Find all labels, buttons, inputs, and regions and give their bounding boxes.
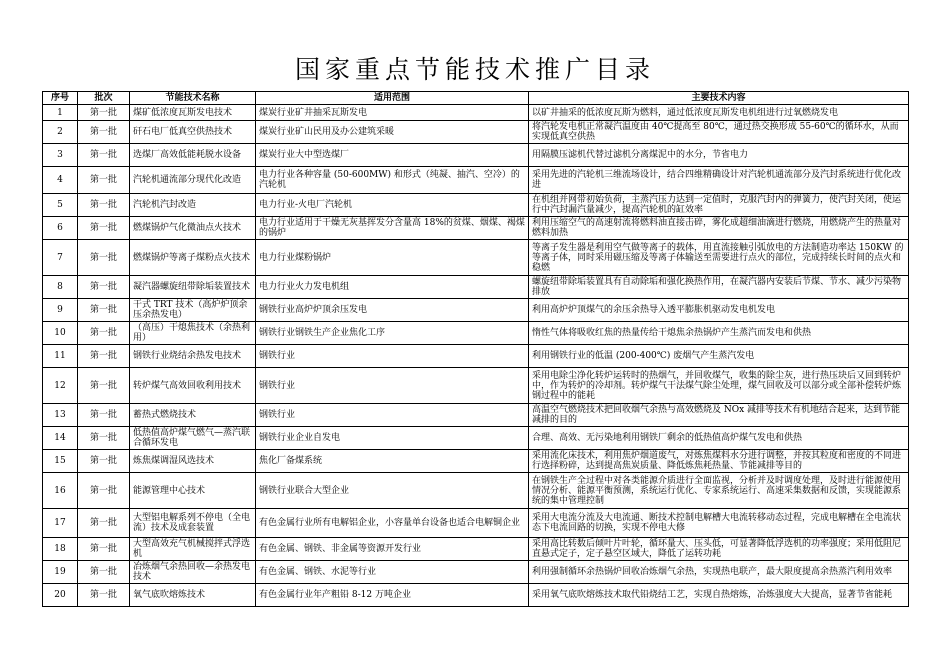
table-header-row [43,92,909,105]
row-batch-cell: 第一批 [78,509,130,538]
row-scope-cell: 电力行业煤粉锅炉 [256,240,529,276]
row-scope-cell: 电力行业适用于干燥无灰基挥发分含量高 18%的贫煤、烟煤、褐煤的锅炉 [256,217,529,240]
row-scope-cell: 焦化厂备煤系统 [256,450,529,473]
table-row [43,276,909,299]
table-row [43,427,909,450]
row-batch-cell: 第一批 [78,144,130,167]
row-content-cell: 将汽轮发电机正常凝汽温度由 40℃提高至 80℃，通过热交换形成 55-60℃的循环水，从而实现低真空供热 [529,121,909,144]
row-batch-cell: 第一批 [78,404,130,427]
row-technology-name-cell: 炼焦煤调湿风选技术 [130,450,256,473]
row-scope-cell: 钢铁行业 [256,345,529,368]
row-batch-cell: 第一批 [78,538,130,561]
table-row [43,584,909,607]
row-content-cell: 以矿井抽采的低浓度瓦斯为燃料，通过低浓度瓦斯发电机组进行过氧燃烧发电 [529,105,909,121]
row-number-cell: 4 [43,167,78,194]
table-row [43,473,909,509]
row-number-cell: 5 [43,194,78,217]
row-scope-cell: 煤炭行业矿山民用及办公建筑采暖 [256,121,529,144]
row-number-cell: 12 [43,368,78,404]
table-row [43,217,909,240]
row-technology-name-cell: 凝汽器螺旋纽带除垢装置技术 [130,276,256,299]
row-technology-name-cell: 燃煤锅炉等离子煤粉点火技术 [130,240,256,276]
row-batch-cell: 第一批 [78,167,130,194]
row-content-cell: 采用大电流分流及大电流通、断技术控制电解槽大电流转移动态过程，完成电解槽在全电流状态下电流回路的切换，实现不停电大修 [529,509,909,538]
row-number-cell: 9 [43,299,78,322]
row-batch-cell: 第一批 [78,217,130,240]
row-scope-cell: 煤炭行业大中型选煤厂 [256,144,529,167]
table-row [43,105,909,121]
table-row [43,167,909,194]
row-scope-cell: 有色金属、钢铁、水泥等行业 [256,561,529,584]
row-batch-cell: 第一批 [78,105,130,121]
row-technology-name-cell: 汽轮机通流部分现代化改造 [130,167,256,194]
table-row [43,450,909,473]
row-batch-cell: 第一批 [78,240,130,276]
row-technology-name-cell: 大型高效充气机械搅拌式浮选机 [130,538,256,561]
row-number-cell: 14 [43,427,78,450]
table-row [43,299,909,322]
row-technology-name-cell: 燃煤锅炉气化微油点火技术 [130,217,256,240]
table-row [43,345,909,368]
row-batch-cell: 第一批 [78,194,130,217]
row-technology-name-cell: 蓄热式燃烧技术 [130,404,256,427]
row-scope-cell: 有色金属行业所有电解铝企业，小容量单台设备也适合电解铜企业 [256,509,529,538]
row-scope-cell: 有色金属行业年产粗铅 8-12 万吨企业 [256,584,529,607]
row-technology-name-cell: 煤矿低浓度瓦斯发电技术 [130,105,256,121]
table-row [43,240,909,276]
row-scope-cell: 电力行业火力发电机组 [256,276,529,299]
row-content-cell: 高温空气燃烧技术把回收烟气余热与高效燃烧及 NOx 减排等技术有机地结合起来，达到节能减排的目的 [529,404,909,427]
row-scope-cell: 钢铁行业钢铁生产企业焦化工序 [256,322,529,345]
row-content-cell: 利用钢铁行业的低温 (200-400℃) 废烟气产生蒸汽发电 [529,345,909,368]
row-content-cell: 采用先进的汽轮机三维流场设计，结合四维精确设计对汽轮机通流部分及汽封系统进行优化改进 [529,167,909,194]
row-technology-name-cell: 大型铝电解系列不停电（全电流）技术及成套装置 [130,509,256,538]
row-batch-cell: 第一批 [78,561,130,584]
row-content-cell: 采用氧气底吹熔炼技术取代铅烧结工艺，实现自热熔炼，冶炼强度大大提高，显著节省能耗 [529,584,909,607]
row-number-cell: 3 [43,144,78,167]
row-scope-cell: 钢铁行业 [256,404,529,427]
row-technology-name-cell: 能源管理中心技术 [130,473,256,509]
row-number-cell: 1 [43,105,78,121]
row-technology-name-cell: 选煤厂高效低能耗脱水设备 [130,144,256,167]
row-scope-cell: 电力行业各种容量 (50-600MW) 和形式（纯凝、抽汽、空冷）的汽轮机 [256,167,529,194]
table-row [43,561,909,584]
row-number-cell: 7 [43,240,78,276]
row-technology-name-cell: 干式 TRT 技术（高炉炉顶余压余热发电） [130,299,256,322]
row-content-cell: 在钢铁生产全过程中对各类能源介质进行全面监视，分析并及时调度处理，及时进行能源使用情况分析、能源平衡预测，系统运行优化、专家系统运行、高速采集数据和反馈，实现能源系统的集中管理控制 [529,473,909,509]
row-scope-cell: 有色金属、钢铁、非金属等资源开发行业 [256,538,529,561]
row-content-cell: 采用流化床技术，利用焦炉烟道废气，对炼焦煤料水分进行调整，并按其粒度和密度的不同进行选择粉碎，达到提高焦炭质量、降低炼焦耗热量、节能减排等目的 [529,450,909,473]
header-batch: 批次 [78,92,130,105]
row-batch-cell: 第一批 [78,299,130,322]
row-number-cell: 2 [43,121,78,144]
row-content-cell: 采用高比转数后倾叶片叶轮，循环量大、压头低，可显著降低浮选机的功率强度；采用低阻尼直悬式定子，定子悬空区域大，降低了运转功耗 [529,538,909,561]
header-scope: 适用范围 [256,92,529,105]
row-technology-name-cell: 汽轮机汽封改造 [130,194,256,217]
row-content-cell: 采用电除尘净化转炉运转时的热烟气，并回收煤气，收集的除尘灰，进行热压块后又回到转炉中，作为转炉的冷却剂。转炉煤气干法煤气除尘处理，煤气回收及可以部分或全部补偿转炉炼钢过程中的能耗 [529,368,909,404]
row-content-cell: 等离子发生器是利用空气做等离子的载体，用直流接触引弧放电的方法制造功率达 150KW 的等离子体，同时采用磁压缩及等离子体输送至需要进行点火的部位，完成持续长时间的点火和稳燃 [529,240,909,276]
row-number-cell: 20 [43,584,78,607]
row-batch-cell: 第一批 [78,584,130,607]
row-technology-name-cell: 转炉煤气高效回收利用技术 [130,368,256,404]
row-technology-name-cell: 矸石电厂低真空供热技术 [130,121,256,144]
row-content-cell: 螺旋纽带除垢装置具有自动除垢和强化换热作用，在凝汽器内安装后节煤、节水、减少污染物排放 [529,276,909,299]
row-content-cell: 利用压缩空气的高速射流将燃料油直接击碎，雾化成超细油滴进行燃烧，用燃烧产生的热量对燃料加热 [529,217,909,240]
technology-catalog-table [42,91,909,607]
page-title: 国家重点节能技术推广目录 [294,55,655,84]
row-technology-name-cell: 钢铁行业烧结余热发电技术 [130,345,256,368]
row-batch-cell: 第一批 [78,276,130,299]
header-content: 主要技术内容 [529,92,909,105]
row-batch-cell: 第一批 [78,121,130,144]
table-row [43,538,909,561]
row-number-cell: 16 [43,473,78,509]
header-name: 节能技术名称 [130,92,256,105]
table-row [43,368,909,404]
row-number-cell: 6 [43,217,78,240]
row-number-cell: 13 [43,404,78,427]
row-content-cell: 利用强制循环余热锅炉回收冶炼烟气余热，实现热电联产，最大限度提高余热蒸汽利用效率 [529,561,909,584]
row-content-cell: 在机组并网带初始负荷，主蒸汽压力达到一定值时，克服汽封内的弹簧力，使汽封关闭，使运行中汽封漏汽量减少，提高汽轮机的缸效率 [529,194,909,217]
table-row [43,121,909,144]
row-content-cell: 利用高炉炉顶煤气的余压余热导入透平膨胀机驱动发电机发电 [529,299,909,322]
row-content-cell: 惰性气体将吸收红焦的热量传给干熄焦余热锅炉产生蒸汽而发电和供热 [529,322,909,345]
row-number-cell: 8 [43,276,78,299]
table-row [43,404,909,427]
row-batch-cell: 第一批 [78,473,130,509]
row-batch-cell: 第一批 [78,427,130,450]
table-row [43,509,909,538]
row-technology-name-cell: 低热值高炉煤气燃气—蒸汽联合循环发电 [130,427,256,450]
row-batch-cell: 第一批 [78,322,130,345]
row-technology-name-cell: 冶炼烟气余热回收—余热发电技术 [130,561,256,584]
row-scope-cell: 钢铁行业高炉炉顶余压发电 [256,299,529,322]
row-batch-cell: 第一批 [78,368,130,404]
row-technology-name-cell: 氧气底吹熔炼技术 [130,584,256,607]
row-number-cell: 17 [43,509,78,538]
row-scope-cell: 钢铁行业 [256,368,529,404]
row-scope-cell: 钢铁行业企业自发电 [256,427,529,450]
row-number-cell: 10 [43,322,78,345]
row-number-cell: 15 [43,450,78,473]
header-no: 序号 [43,92,78,105]
table-row [43,194,909,217]
row-technology-name-cell: （高压）干熄焦技术（余热利用） [130,322,256,345]
row-batch-cell: 第一批 [78,345,130,368]
row-number-cell: 18 [43,538,78,561]
row-scope-cell: 钢铁行业联合大型企业 [256,473,529,509]
row-batch-cell: 第一批 [78,450,130,473]
table-row [43,144,909,167]
row-content-cell: 合理、高效、无污染地利用钢铁厂剩余的低热值高炉煤气发电和供热 [529,427,909,450]
row-content-cell: 用隔膜压滤机代替过滤机分离煤泥中的水分，节省电力 [529,144,909,167]
row-number-cell: 11 [43,345,78,368]
row-number-cell: 19 [43,561,78,584]
row-scope-cell: 煤炭行业矿井抽采瓦斯发电 [256,105,529,121]
row-scope-cell: 电力行业-火电厂汽轮机 [256,194,529,217]
table-row [43,322,909,345]
